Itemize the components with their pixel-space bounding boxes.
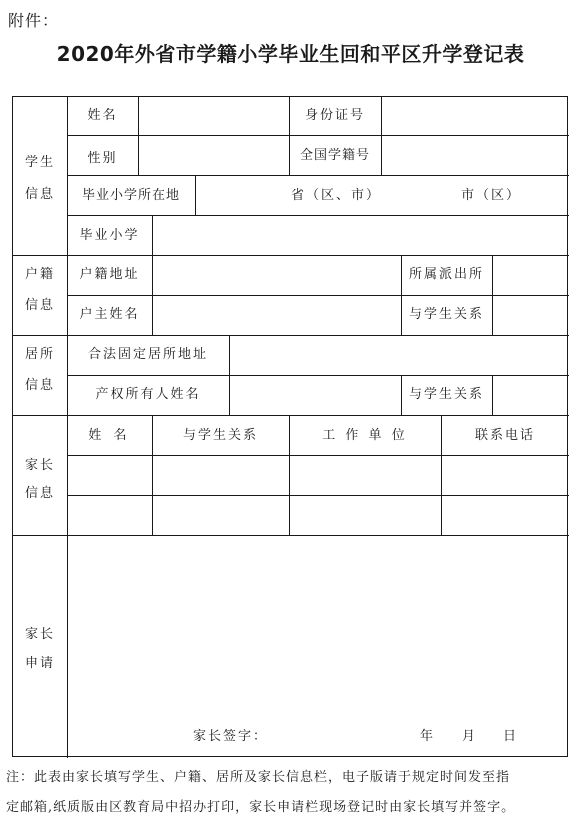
section-divider [13,255,569,256]
province-label: 省（区、市） [291,188,382,203]
id-number-label: 身份证号 [304,108,365,123]
household-relation-label: 与学生关系 [408,307,484,322]
police-station-label: 所属派出所 [408,267,484,282]
row-divider [67,135,569,136]
col-divider [381,97,382,175]
section-label-residence: 居所 [24,347,55,362]
parent-signature-label: 家长签字： [193,729,269,744]
section-label-residence: 信息 [24,378,55,393]
national-student-id-label: 全国学籍号 [299,148,370,163]
section-label-household: 信息 [24,298,55,313]
section-label-application: 家长 [24,627,55,642]
col-divider [152,255,153,335]
date-day-label: 日 [503,729,519,744]
household-head-label: 户主姓名 [79,307,140,322]
parent-name-header: 姓 名 [88,428,131,443]
parent-work-header: 工 作 单 位 [322,428,408,443]
registration-form [12,96,568,757]
col-divider [492,255,493,335]
row-divider [67,215,569,216]
section-divider [13,335,569,336]
form-title: 2020年外省市学籍小学毕业生回和平区升学登记表 [56,42,525,66]
gender-label: 性别 [87,151,118,166]
col-divider [195,175,196,215]
date-year-label: 年 [420,729,436,744]
section-label-student: 信息 [24,187,55,202]
school-label: 毕业小学 [79,228,140,243]
name-label: 姓名 [87,108,118,123]
row-divider [67,175,569,176]
residence-relation-label: 与学生关系 [408,387,484,402]
household-address-label: 户籍地址 [79,267,140,282]
section-label-parents: 家长 [24,458,55,473]
section-label-application: 申请 [24,656,55,671]
col-divider [152,215,153,255]
col-divider [138,97,139,175]
col-divider [229,335,230,415]
row-divider [67,455,569,456]
city-label: 市（区） [461,188,522,203]
section-divider [13,535,569,536]
school-location-label: 毕业小学所在地 [81,188,180,203]
section-label-household: 户籍 [24,267,55,282]
row-divider [67,295,569,296]
section-label-student: 学生 [24,155,55,170]
section-divider [13,415,569,416]
residence-address-label: 合法固定居所地址 [87,347,208,362]
col-divider [492,375,493,415]
parent-phone-header: 联系电话 [474,428,535,443]
footnote-line: 定邮箱,纸质版由区教育局中招办打印，家长申请栏现场登记时由家长填写并签字。 [6,800,516,815]
row-divider [67,495,569,496]
row-divider [67,375,569,376]
section-label-parents: 信息 [24,486,55,501]
date-month-label: 月 [462,729,478,744]
footnote-line: 注：此表由家长填写学生、户籍、居所及家长信息栏，电子版请于规定时间发至指 [6,770,511,785]
annex-label: 附件： [8,11,60,30]
parent-relation-header: 与学生关系 [182,428,258,443]
owner-name-label: 产权所有人姓名 [95,387,201,402]
